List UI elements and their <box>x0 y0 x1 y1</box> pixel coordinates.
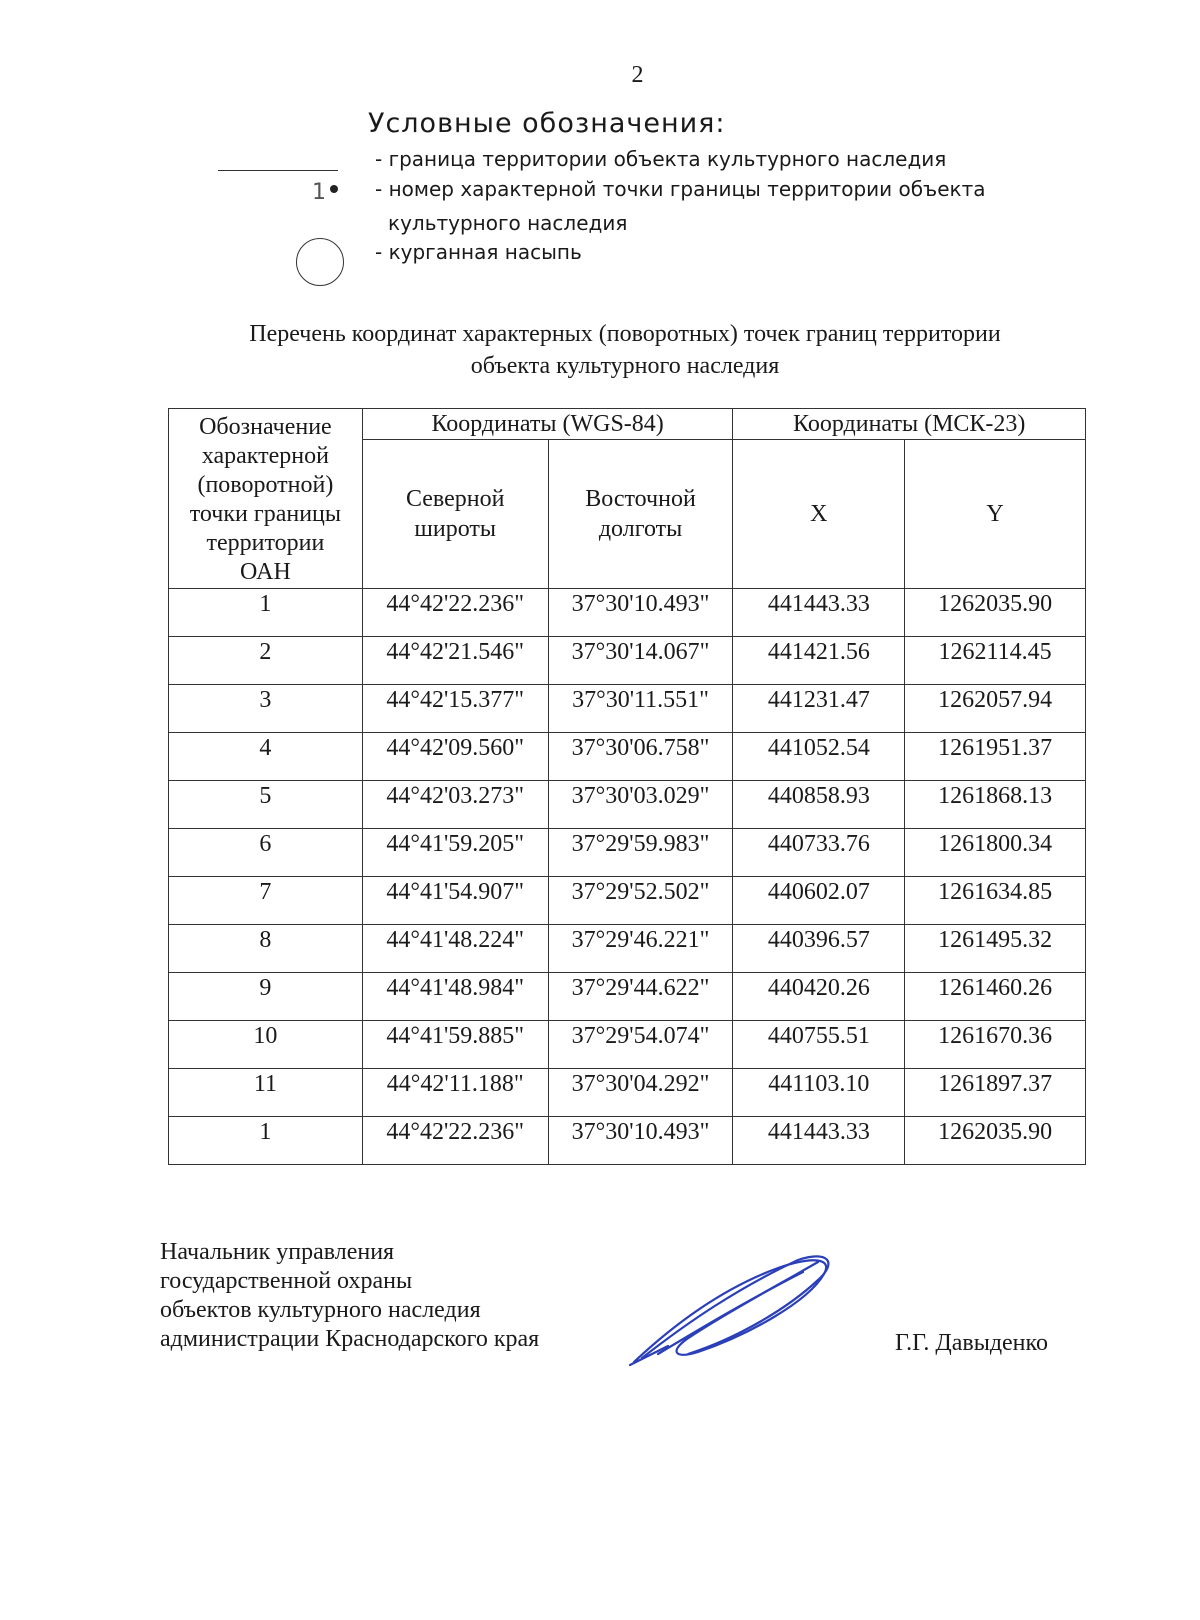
header-msk23: Координаты (МСК-23) <box>733 409 1086 440</box>
cell-y: 1261495.32 <box>905 925 1086 973</box>
cell-latitude: 44°41'54.907" <box>362 877 548 925</box>
cell-x: 441052.54 <box>733 733 905 781</box>
cell-latitude: 44°42'03.273" <box>362 781 548 829</box>
cell-point-number: 1 <box>169 1117 363 1165</box>
caption-line-2: объекта культурного наследия <box>470 353 780 379</box>
cell-point-number: 10 <box>169 1021 363 1069</box>
mound-circle-icon <box>296 238 344 286</box>
table-row <box>169 877 1086 925</box>
table-caption <box>160 318 1090 382</box>
table-row <box>169 1069 1086 1117</box>
coordinates-table <box>168 408 1086 1165</box>
cell-y: 1261951.37 <box>905 733 1086 781</box>
point-marker-label: 1 <box>312 180 326 205</box>
cell-y: 1261868.13 <box>905 781 1086 829</box>
cell-latitude: 44°42'15.377" <box>362 685 548 733</box>
cell-longitude: 37°29'46.221" <box>548 925 733 973</box>
table-row <box>169 733 1086 781</box>
cell-y: 1261897.37 <box>905 1069 1086 1117</box>
cell-latitude: 44°41'59.205" <box>362 829 548 877</box>
cell-longitude: 37°29'59.983" <box>548 829 733 877</box>
cell-point-number: 4 <box>169 733 363 781</box>
point-marker-icon <box>312 180 338 205</box>
cell-x: 441421.56 <box>733 637 905 685</box>
cell-point-number: 1 <box>169 589 363 637</box>
cell-y: 1262114.45 <box>905 637 1086 685</box>
cell-longitude: 37°30'04.292" <box>548 1069 733 1117</box>
table-row <box>169 637 1086 685</box>
caption-line-1: Перечень координат характерных (поворотных) точек границ территории <box>249 321 1001 347</box>
cell-latitude: 44°42'22.236" <box>362 1117 548 1165</box>
cell-latitude: 44°41'48.984" <box>362 973 548 1021</box>
cell-longitude: 37°30'06.758" <box>548 733 733 781</box>
cell-point-number: 5 <box>169 781 363 829</box>
table-row <box>169 973 1086 1021</box>
cell-x: 440420.26 <box>733 973 905 1021</box>
cell-longitude: 37°29'52.502" <box>548 877 733 925</box>
table-row <box>169 1021 1086 1069</box>
table-row <box>169 1117 1086 1165</box>
cell-x: 440755.51 <box>733 1021 905 1069</box>
boundary-line-icon <box>218 170 338 171</box>
legend-item-point-cont: культурного наследия <box>388 211 628 235</box>
header-longitude: Восточной долготы <box>548 440 733 589</box>
cell-latitude: 44°42'22.236" <box>362 589 548 637</box>
cell-x: 440602.07 <box>733 877 905 925</box>
header-wgs84: Координаты (WGS-84) <box>362 409 733 440</box>
cell-x: 440396.57 <box>733 925 905 973</box>
cell-latitude: 44°42'09.560" <box>362 733 548 781</box>
cell-point-number: 9 <box>169 973 363 1021</box>
signatory-position: Начальник управления государственной охраны объектов культурного наследия администрации Краснодарского края <box>160 1239 540 1352</box>
cell-y: 1261460.26 <box>905 973 1086 1021</box>
cell-x: 441443.33 <box>733 1117 905 1165</box>
cell-longitude: 37°29'44.622" <box>548 973 733 1021</box>
header-designation: Обозначение характерной (поворотной) точки границы территории ОАН <box>169 409 363 589</box>
cell-longitude: 37°30'14.067" <box>548 637 733 685</box>
cell-x: 440858.93 <box>733 781 905 829</box>
cell-longitude: 37°30'03.029" <box>548 781 733 829</box>
table-row <box>169 829 1086 877</box>
table-row <box>169 685 1086 733</box>
header-latitude: Северной широты <box>362 440 548 589</box>
cell-y: 1261670.36 <box>905 1021 1086 1069</box>
legend-item-boundary: - граница территории объекта культурного наследия <box>375 147 947 171</box>
cell-x: 440733.76 <box>733 829 905 877</box>
signer-name: Г.Г. Давыденко <box>895 1330 1048 1356</box>
signature-ink <box>630 1256 828 1365</box>
cell-latitude: 44°41'59.885" <box>362 1021 548 1069</box>
header-x: X <box>733 440 905 589</box>
cell-latitude: 44°42'21.546" <box>362 637 548 685</box>
table-row <box>169 781 1086 829</box>
cell-point-number: 2 <box>169 637 363 685</box>
cell-point-number: 8 <box>169 925 363 973</box>
cell-y: 1262035.90 <box>905 1117 1086 1165</box>
cell-point-number: 3 <box>169 685 363 733</box>
header-y: Y <box>905 440 1086 589</box>
table-row <box>169 925 1086 973</box>
cell-longitude: 37°30'10.493" <box>548 589 733 637</box>
cell-y: 1261634.85 <box>905 877 1086 925</box>
cell-x: 441231.47 <box>733 685 905 733</box>
cell-point-number: 11 <box>169 1069 363 1117</box>
table-row <box>169 589 1086 637</box>
cell-y: 1261800.34 <box>905 829 1086 877</box>
cell-longitude: 37°30'10.493" <box>548 1117 733 1165</box>
cell-y: 1262035.90 <box>905 589 1086 637</box>
legend-item-mound: - курганная насыпь <box>375 240 582 264</box>
point-dot-icon <box>330 185 338 193</box>
cell-longitude: 37°29'54.074" <box>548 1021 733 1069</box>
cell-x: 441103.10 <box>733 1069 905 1117</box>
cell-point-number: 6 <box>169 829 363 877</box>
cell-latitude: 44°41'48.224" <box>362 925 548 973</box>
cell-longitude: 37°30'11.551" <box>548 685 733 733</box>
cell-y: 1262057.94 <box>905 685 1086 733</box>
cell-point-number: 7 <box>169 877 363 925</box>
legend-item-point: - номер характерной точки границы территории объекта <box>375 177 986 201</box>
legend-title: Условные обозначения: <box>368 108 726 139</box>
handwritten-signature <box>628 1250 848 1370</box>
page-number: 2 <box>631 62 644 88</box>
cell-latitude: 44°42'11.188" <box>362 1069 548 1117</box>
cell-x: 441443.33 <box>733 589 905 637</box>
